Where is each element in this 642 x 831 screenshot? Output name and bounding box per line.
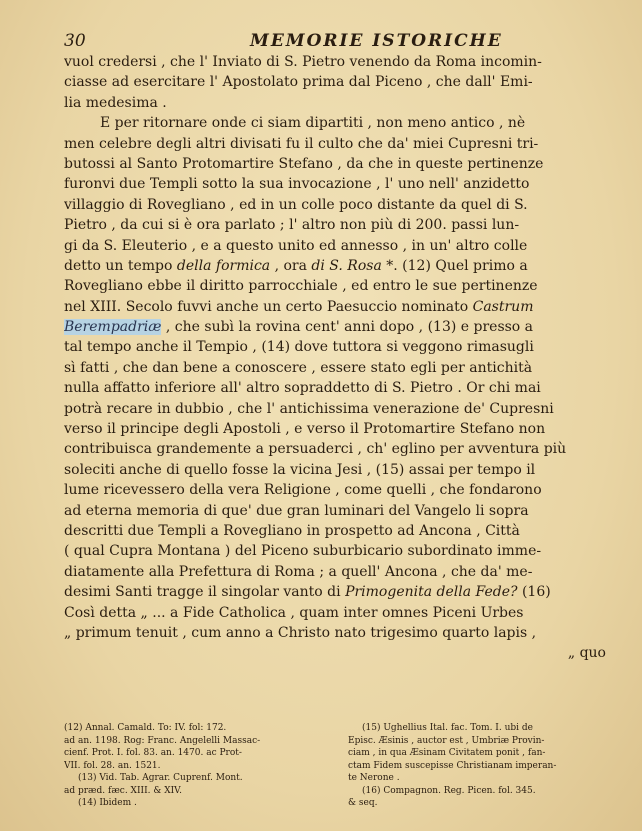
text-line: men celebre degli altri divisati fu il culto che da' miei Cupresni tri- bbox=[64, 135, 539, 152]
footnote-line: ctam Fidem suscepisse Christianam imperan- bbox=[348, 760, 557, 771]
text-line: nulla affatto inferiore all' altro sopraddetto di S. Pietro . Or chi mai bbox=[64, 380, 541, 397]
paragraph-start-line: E per ritornare onde ci siam dipartiti , non meno antico , nè bbox=[100, 115, 526, 132]
text-line: gi da S. Eleuterio , e a questo unito ed annesso , in un' altro colle bbox=[64, 237, 528, 254]
text-run: , che subì la rovina cent' anni dopo , (13) e presso a bbox=[161, 319, 534, 336]
footnotes-right-column bbox=[348, 722, 616, 810]
footnotes-left-column bbox=[64, 722, 332, 810]
footnote-line: ciam , in qua Æsinam Civitatem ponit , fan- bbox=[348, 748, 546, 758]
footnote-line: ad an. 1198. Rog: Franc. Angelelli Massac- bbox=[64, 735, 261, 746]
footnote-line: cienf. Prot. I. fol. 83. an. 1470. ac Prot- bbox=[64, 748, 242, 758]
footnote-line: Episc. Æsinis , auctor est , Umbriæ Provin- bbox=[348, 735, 545, 746]
text-line: descritti due Templi a Rovegliano in prospetto ad Ancona , Città bbox=[64, 522, 520, 539]
text-line: lume ricevessero della vera Religione , come quelli , che fondarono bbox=[64, 482, 542, 499]
footnotes bbox=[64, 722, 616, 810]
text-run: , ora bbox=[270, 257, 312, 274]
text-line: butossi al Santo Protomartire Stefano , da che in queste pertinenze bbox=[64, 155, 544, 172]
italic-term: Castrum bbox=[472, 298, 534, 315]
text-line: furonvi due Templi sotto la sua invocazione , l' uno nell' anzidetto bbox=[64, 176, 530, 193]
text-line: Così detta „ ... a Fide Catholica , quam inter omnes Piceni Urbes bbox=[64, 604, 524, 621]
text-run: (16) bbox=[517, 584, 551, 601]
text-line: ad eterna memoria di que' due gran luminari del Vangelo li sopra bbox=[64, 502, 529, 519]
footnote-line: VII. fol. 28. an. 1521. bbox=[64, 760, 161, 771]
text-line: villaggio di Rovegliano , ed in un colle poco distante da quel di S. bbox=[64, 196, 528, 213]
text-line bbox=[64, 297, 614, 317]
text-run: nel XIII. Secolo fuvvi anche un certo Paesuccio nominato bbox=[64, 298, 473, 315]
text-line: diatamente alla Prefettura di Roma ; a quell' Ancona , che da' me- bbox=[64, 563, 533, 580]
text-line: Pietro , da cui si è ora parlato ; l' altro non più di 200. passi lun- bbox=[64, 217, 520, 234]
text-line: potrà recare in dubbio , che l' antichissima venerazione de' Cupresni bbox=[64, 400, 554, 417]
italic-term: della formica bbox=[176, 257, 271, 274]
text-run: detto un tempo bbox=[64, 257, 177, 274]
running-head bbox=[64, 30, 614, 52]
text-line: tal tempo anche il Tempio , (14) dove tuttora si veggono rimasugli bbox=[64, 339, 534, 356]
text-run: desimi Santi tragge il singolar vanto di bbox=[64, 584, 346, 601]
italic-term: di S. Rosa bbox=[311, 257, 382, 274]
text-line: Rovegliano ebbe il diritto parrocchiale , ed entro le sue pertinenze bbox=[64, 278, 538, 295]
italic-term: Primogenita della Fede? bbox=[345, 584, 518, 601]
text-run: *. (12) Quel primo a bbox=[381, 257, 528, 274]
text-line: sì fatti , che dan bene a conoscere , essere stato egli per antichità bbox=[64, 359, 533, 376]
page-number: 30 bbox=[64, 31, 86, 51]
text-line bbox=[64, 317, 614, 337]
text-line bbox=[64, 256, 614, 276]
catchword: „ quo bbox=[567, 645, 606, 662]
highlighted-term[interactable]: Berempadriæ bbox=[64, 319, 162, 336]
body-text bbox=[64, 52, 614, 664]
text-line: vuol credersi , che l' Inviato di S. Pietro venendo da Roma incomin- bbox=[64, 54, 542, 70]
footnote-line: ad præd. fæc. XIII. & XIV. bbox=[64, 785, 182, 796]
running-title: MEMORIE ISTORICHE bbox=[250, 31, 503, 51]
text-line: ( qual Cupra Montana ) del Piceno suburbicario subordinato imme- bbox=[64, 543, 542, 560]
text-line: lia medesima . bbox=[64, 94, 167, 111]
footnote-line: (16) Compagnon. Reg. Picen. fol. 345. bbox=[362, 785, 536, 796]
footnote-line: (13) Vid. Tab. Agrar. Cuprenf. Mont. bbox=[78, 773, 243, 783]
text-line: soleciti anche di quello fosse la vicina Jesi , (15) assai per tempo il bbox=[64, 461, 536, 478]
footnote-line: (14) Ibidem . bbox=[78, 798, 137, 808]
text-line: verso il principe degli Apostoli , e verso il Protomartire Stefano non bbox=[64, 421, 546, 438]
footnote-line: te Nerone . bbox=[348, 773, 400, 783]
text-line: contribuisca grandemente a persuaderci , ch' eglino per avventura più bbox=[64, 441, 567, 458]
text-line bbox=[64, 582, 614, 602]
footnote-line: & seq. bbox=[348, 798, 378, 808]
footnote-line: (12) Annal. Camald. To: IV. fol: 172. bbox=[64, 723, 227, 733]
footnote-line: (15) Ughellius Ital. fac. Tom. I. ubi de bbox=[362, 723, 533, 733]
text-line: „ primum tenuit , cum anno a Christo nato trigesimo quarto lapis , bbox=[64, 624, 537, 641]
text-line: ciasse ad esercitare l' Apostolato prima dal Piceno , che dall' Emi- bbox=[64, 74, 533, 91]
